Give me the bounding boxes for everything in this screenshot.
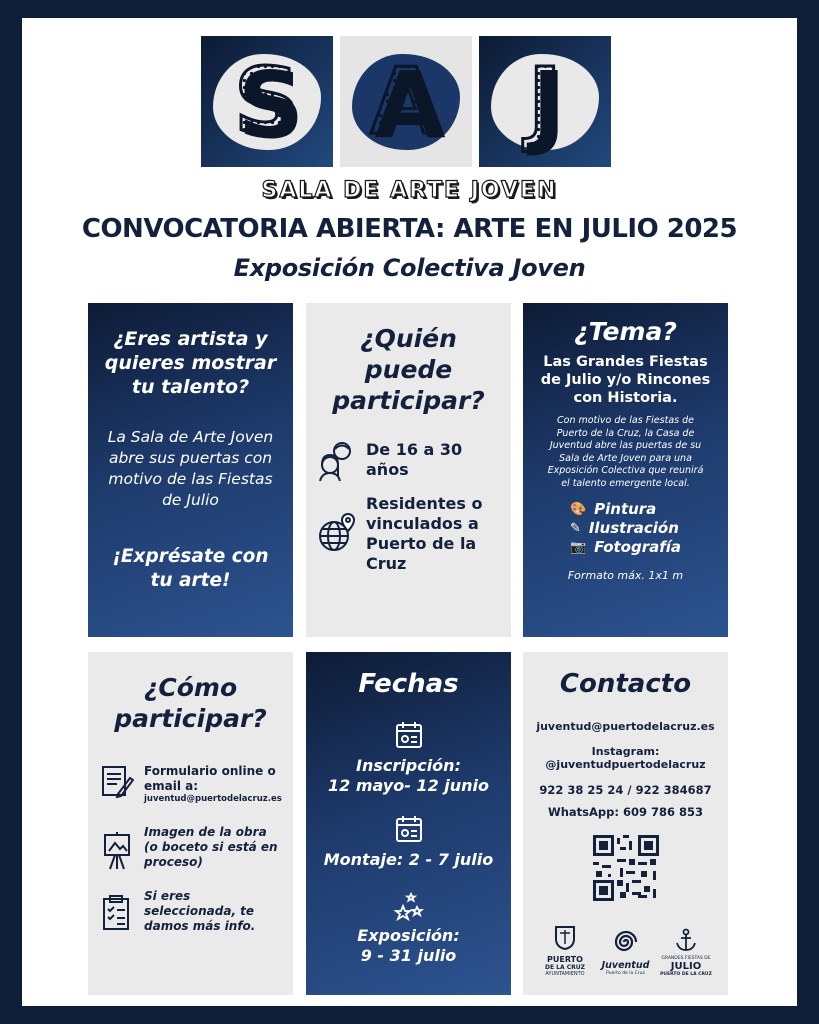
discipline-pintura: 🎨 Pintura <box>569 500 657 518</box>
inscripcion-dates: 12 mayo- 12 junio <box>327 776 490 795</box>
feature-residence-label: Residentes o vinculados a Puerto de la Cruz <box>366 494 483 573</box>
camera-icon: 📷 <box>569 540 587 555</box>
discipline-fotografia: 📷 Fotografía <box>569 538 682 556</box>
contact-whatsapp: WhatsApp: 609 786 853 <box>548 805 703 819</box>
card-tema <box>523 303 728 637</box>
logo-letter-a: A <box>370 47 442 155</box>
contact-instagram[interactable]: @juventudpuertodelacruz <box>545 758 706 771</box>
globe-pin-icon <box>318 512 356 554</box>
card-como-heading: ¿Cómo participar? <box>114 673 267 733</box>
card-tema-format: Formato máx. 1x1 m <box>567 569 684 582</box>
feature-age <box>318 440 499 482</box>
logo-letter-s: S <box>233 47 301 155</box>
card-contacto <box>523 652 728 995</box>
card-fechas <box>306 652 511 995</box>
card-artista <box>88 303 293 637</box>
logo-tile-a <box>340 36 472 167</box>
card-contacto-heading: Contacto <box>559 669 692 699</box>
logo-letter-j: J <box>527 47 563 155</box>
logo-fiestas-julio: GRANDES FIESTAS DE JULIO PUERTO DE LA CRUZ <box>658 928 714 977</box>
step-selected <box>100 889 281 934</box>
palette-icon: 🎨 <box>569 502 587 517</box>
card-tema-body: Con motivo de las Fiestas de Puerto de la Cruz, la Casa de Juventud abre las puertas de su Sala de Arte Joven para una Exposición Colectiva que reunirá el talento emergente local. <box>547 415 704 489</box>
exposicion-label: Exposición: <box>357 926 460 945</box>
logo-tile-s <box>201 36 333 167</box>
card-artista-heading: ¿Eres artista y quieres mostrar tu talento? <box>104 328 277 398</box>
stars-icon <box>393 892 425 922</box>
card-quien-heading: ¿Quién puede participar? <box>332 324 485 415</box>
discipline-ilustracion: ✎ Ilustración <box>569 519 679 537</box>
step-form <box>100 764 281 805</box>
anchor-icon <box>673 928 699 952</box>
step-form-email: juventud@puertodelacruz.es <box>144 794 282 804</box>
people-icon <box>318 440 356 482</box>
pencil-icon: ✎ <box>569 521 581 536</box>
card-tema-heading: ¿Tema? <box>574 317 677 346</box>
feature-residence <box>318 494 499 574</box>
qr-code-icon[interactable] <box>593 835 659 901</box>
discipline-list <box>570 500 681 557</box>
inscripcion-label: Inscripción: <box>356 756 461 775</box>
poster <box>22 18 797 1006</box>
logo-tile-j <box>479 36 611 167</box>
card-quien <box>306 303 511 637</box>
brand-name: SALA DE ARTE JOVEN <box>261 178 558 203</box>
logo-ayuntamiento: PUERTO DE LA CRUZ AYUNTAMIENTO <box>537 925 593 977</box>
contact-phones: 922 38 25 24 / 922 384687 <box>539 783 712 797</box>
contact-instagram-label: Instagram: <box>591 745 660 758</box>
card-artista-body: La Sala de Arte Joven abre sus puertas con motivo de las Fiestas de Julio <box>107 428 274 509</box>
sponsor-logos <box>535 925 716 977</box>
card-artista-cta: ¡Exprésate con tu arte! <box>112 546 269 591</box>
easel-icon <box>100 831 134 871</box>
contact-email[interactable]: juventud@puertodelacruz.es <box>536 720 715 733</box>
main-title: CONVOCATORIA ABIERTA: ARTE EN JULIO 2025 <box>81 214 738 244</box>
step-form-label: Formulario online o email a: <box>144 764 276 793</box>
calendar-icon <box>394 814 424 844</box>
montaje-dates: Montaje: 2 - 7 julio <box>323 850 494 869</box>
shield-icon <box>554 925 576 951</box>
step-selected-label: Si eres seleccionada, te damos más info. <box>144 889 256 933</box>
form-icon <box>100 764 134 798</box>
checklist-icon <box>100 895 134 931</box>
logo-juventud: Juventud Puerto de la Cruz <box>596 927 656 977</box>
card-como <box>88 652 293 995</box>
step-image-label: Imagen de la obra (o boceto si está en proceso) <box>144 825 278 869</box>
feature-age-label: De 16 a 30 años <box>366 440 463 479</box>
card-tema-theme: Las Grandes Fiestas de Julio y/o Rincones con Historia. <box>540 354 711 406</box>
calendar-icon <box>394 720 424 750</box>
sub-title: Exposición Colectiva Joven <box>233 254 586 282</box>
card-fechas-heading: Fechas <box>358 669 459 699</box>
exposicion-dates: 9 - 31 julio <box>360 946 457 965</box>
spiral-icon <box>609 927 643 957</box>
step-image <box>100 825 281 871</box>
